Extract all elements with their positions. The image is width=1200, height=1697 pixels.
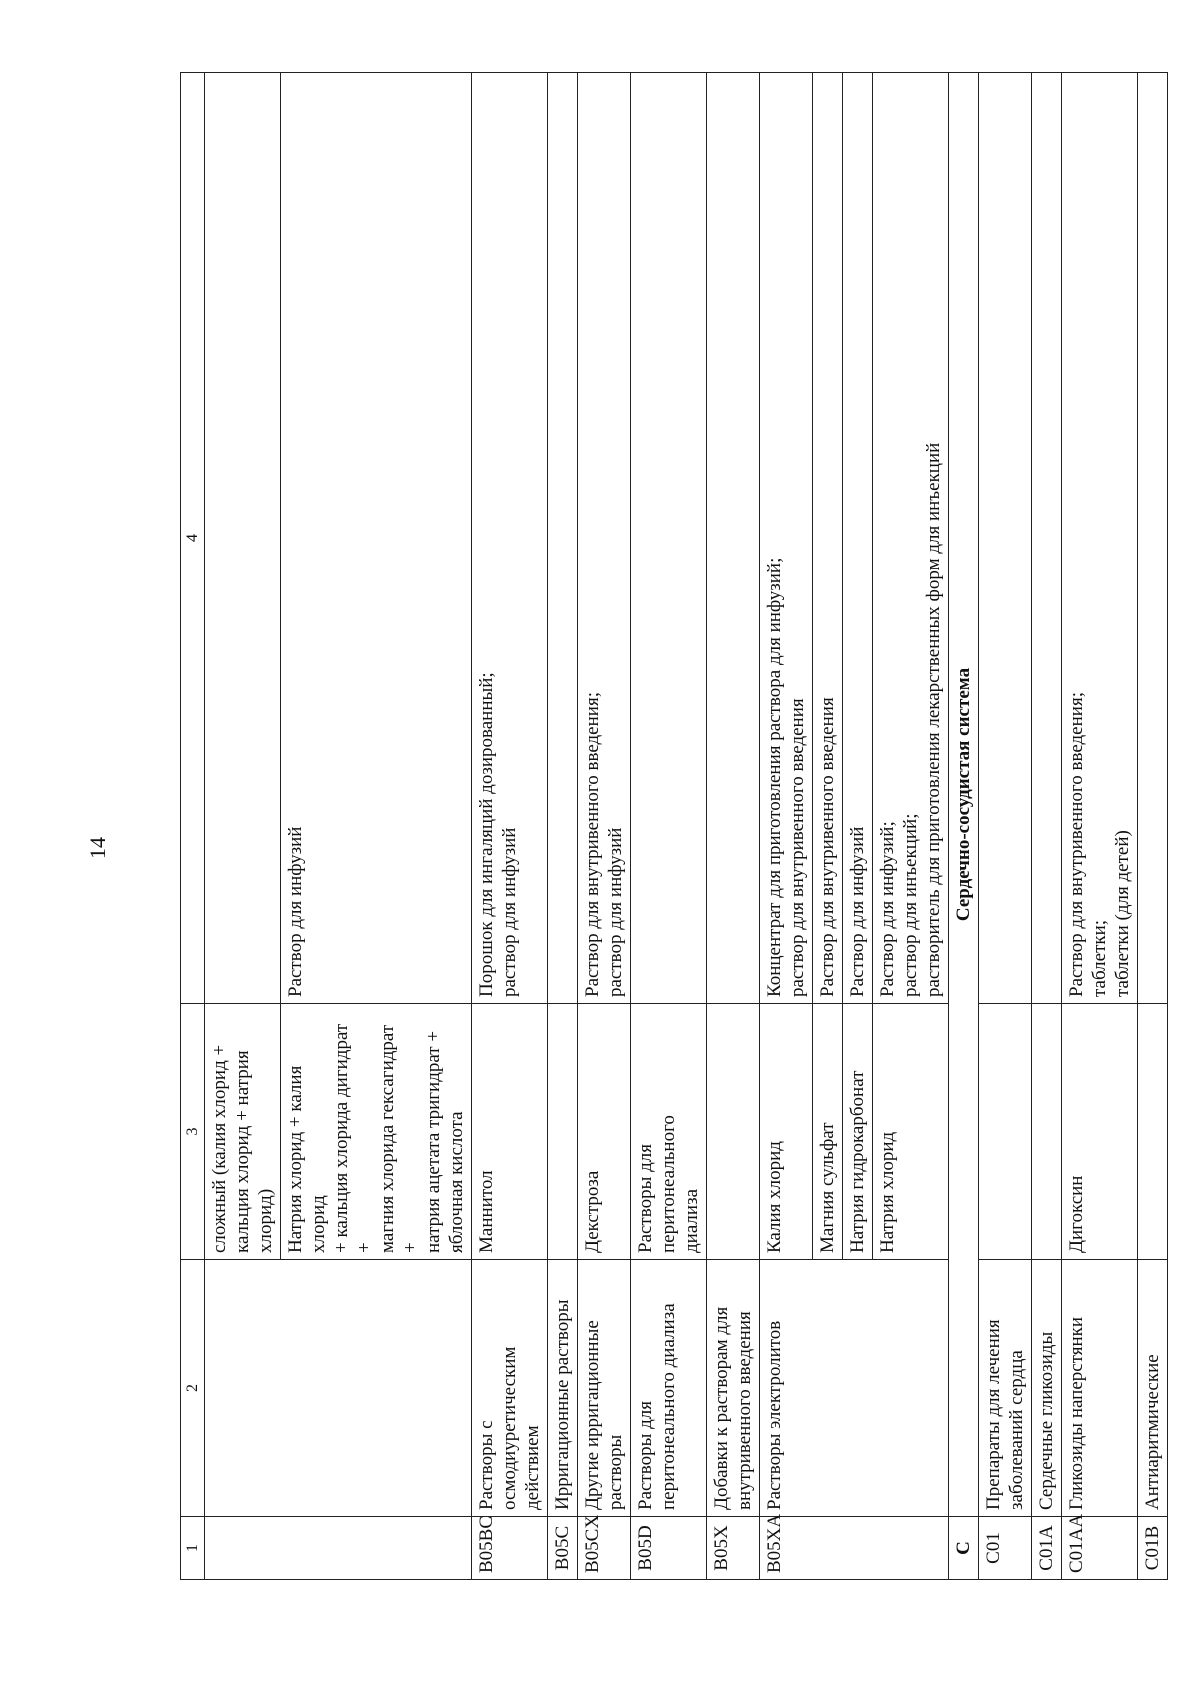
dosage-form — [707, 73, 760, 1004]
dosage-form: Раствор для внутривенного введения; таблетки; таблетки (для детей) — [1062, 73, 1138, 1004]
group-name: Сердечные гликозиды — [1032, 1260, 1062, 1517]
drug-name — [979, 1004, 1032, 1260]
column-number-row — [181, 73, 205, 1580]
drug-name: Маннитол — [472, 1004, 548, 1260]
group-name: Другие ирригационные растворы — [578, 1260, 631, 1517]
table-row — [1062, 73, 1138, 1580]
column-header: 4 — [181, 73, 205, 1004]
dosage-form — [1032, 73, 1062, 1004]
table-row — [1032, 73, 1062, 1580]
atc-code: C — [949, 1517, 979, 1580]
rotated-table-wrapper — [180, 73, 1163, 1580]
drug-name: Калия хлорид — [760, 1004, 813, 1260]
drug-classification-table — [180, 72, 1168, 1580]
atc-code: B05XA — [760, 1517, 949, 1580]
table-row — [1138, 73, 1168, 1580]
column-header: 1 — [181, 1517, 205, 1580]
table-row — [631, 73, 707, 1580]
drug-name — [548, 1004, 578, 1260]
atc-code: B05D — [631, 1517, 707, 1580]
drug-name: Декстроза — [578, 1004, 631, 1260]
drug-name — [1032, 1004, 1062, 1260]
group-name: Растворы для перитонеального диализа — [631, 1260, 707, 1517]
group-name: Растворы электролитов — [760, 1260, 949, 1517]
dosage-form: Концентрат для приготовления раствора для инфузий; раствор для внутривенного введения — [760, 73, 813, 1004]
group-name: Гликозиды наперстянки — [1062, 1260, 1138, 1517]
group-name — [205, 1260, 472, 1517]
dosage-form: Раствор для инфузий — [843, 73, 873, 1004]
atc-code: C01AA — [1062, 1517, 1138, 1580]
atc-code: C01 — [979, 1517, 1032, 1580]
group-name: Добавки к растворам для внутривенного введения — [707, 1260, 760, 1517]
drug-name: Магния сульфат — [813, 1004, 843, 1260]
drug-name: Растворы для перитонеального диализа — [631, 1004, 707, 1260]
dosage-form — [548, 73, 578, 1004]
dosage-form — [631, 73, 707, 1004]
table-row — [578, 73, 631, 1580]
table-row — [472, 73, 548, 1580]
atc-code: B05CX — [578, 1517, 631, 1580]
table-row — [548, 73, 578, 1580]
group-name: Ирригационные растворы — [548, 1260, 578, 1517]
table-row — [205, 73, 281, 1580]
atc-code: C01B — [1138, 1517, 1168, 1580]
table-row — [707, 73, 760, 1580]
dosage-form: Порошок для ингаляций дозированный; раствор для инфузий — [472, 73, 548, 1004]
column-header: 3 — [181, 1004, 205, 1260]
drug-name: Натрия хлорид + калия хлорид + кальция хлорида дигидрат + магния хлорида гексагидрат + натрия ацетата тригидрат + яблочная кислота — [281, 1004, 472, 1260]
drug-name: сложный (калия хлорид + кальция хлорид + натрия хлорид) — [205, 1004, 281, 1260]
dosage-form: Раствор для внутривенного введения — [813, 73, 843, 1004]
drug-name — [707, 1004, 760, 1260]
atc-code: B05C — [548, 1517, 578, 1580]
drug-name — [1138, 1004, 1168, 1260]
column-header: 2 — [181, 1260, 205, 1517]
drug-name: Дигоксин — [1062, 1004, 1138, 1260]
dosage-form: Раствор для инфузий; раствор для инъекций; растворитель для приготовления лекарственных форм для инъекций — [873, 73, 949, 1004]
table-row — [760, 73, 813, 1580]
drug-name: Натрия хлорид — [873, 1004, 949, 1260]
group-name: Антиаритмические — [1138, 1260, 1168, 1517]
dosage-form — [979, 73, 1032, 1004]
drug-name: Натрия гидрокарбонат — [843, 1004, 873, 1260]
page-number: 14 — [85, 837, 110, 859]
atc-code: B05X — [707, 1517, 760, 1580]
table-row — [979, 73, 1032, 1580]
atc-code — [205, 1517, 472, 1580]
dosage-form — [1138, 73, 1168, 1004]
atc-code: C01A — [1032, 1517, 1062, 1580]
section-title: Сердечно-сосудистая система — [949, 73, 979, 1517]
section-row — [949, 73, 979, 1580]
dosage-form — [205, 73, 281, 1004]
group-name: Препараты для лечения заболеваний сердца — [979, 1260, 1032, 1517]
group-name: Растворы с осмодиуретическим действием — [472, 1260, 548, 1517]
atc-code: B05BC — [472, 1517, 548, 1580]
dosage-form: Раствор для инфузий — [281, 73, 472, 1004]
dosage-form: Раствор для внутривенного введения; раствор для инфузий — [578, 73, 631, 1004]
